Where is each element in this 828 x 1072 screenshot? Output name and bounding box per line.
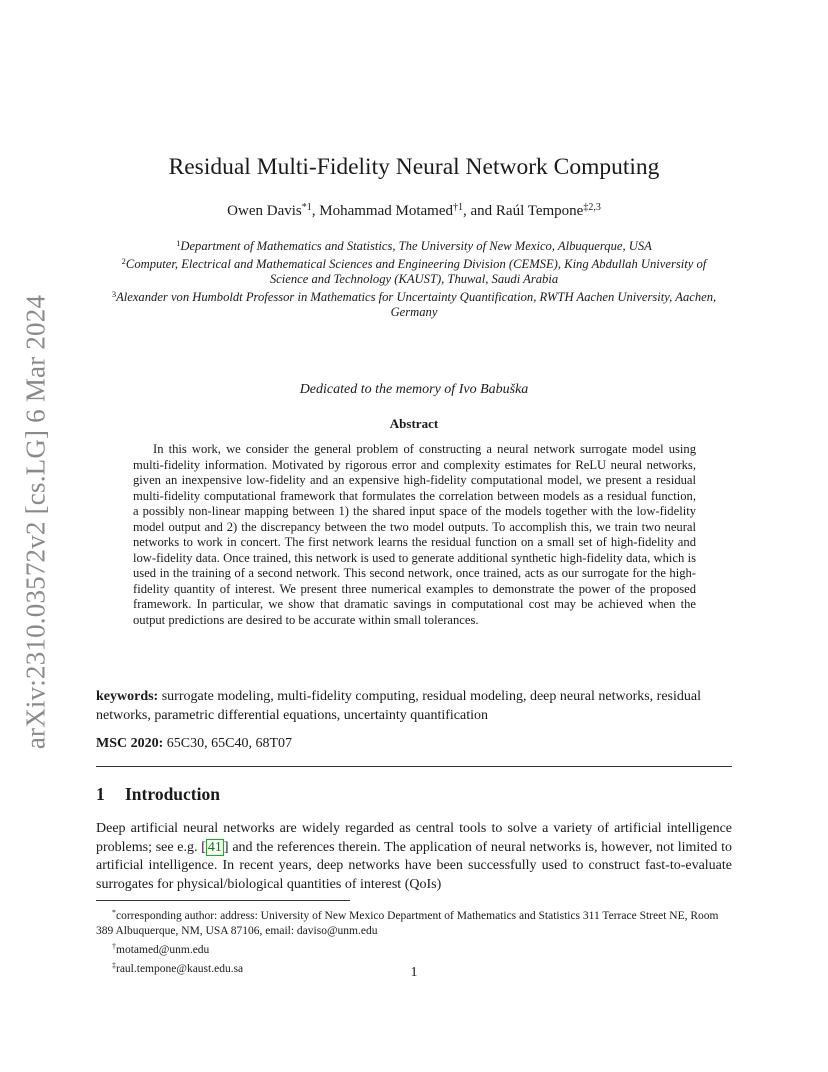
affiliation-text: Computer, Electrical and Mathematical Sciences and Engineering Division (CEMSE), King Abdullah University of Science and Technology (KAUST), Thuwal, Saudi Arabia [125,257,707,286]
msc-text: 65C30, 65C40, 68T07 [166,736,293,751]
footnote [96,939,732,958]
footnote-text: motamed@unm.edu [116,944,210,956]
arxiv-stamp: arXiv:2310.03572v2 [cs.LG] 6 Mar 2024 [20,294,51,750]
affiliation [110,287,718,320]
author-mark: ‡2,3 [583,202,601,213]
footnote-rule [96,900,350,901]
author-name: Mohammad Motamed [319,203,453,219]
section-heading [96,784,220,805]
affiliation [110,254,718,287]
footnote-mark: ‡ [112,961,116,970]
dedication: Dedicated to the memory of Ivo Babuška [299,382,529,397]
keywords-text: surrogate modeling, multi-fidelity computing, residual modeling, deep neural networks, residual networks, parametric differential equations, uncertainty quantification [96,689,701,723]
affiliations [110,236,718,320]
abstract-text: In this work, we consider the general problem of constructing a neural network surrogate model using multi-fidelity information. Motivated by rigorous error and complexity estimates for ReLU neural networks, given an inexpensive low-fidelity and an expensive high-fidelity computational model, we present a residual multi-fidelity computational framework that formulates the correlation between models as a residual function, a possibly non-linear mapping between 1) the shared input space of the models together with the low-fidelity model output and 2) the discrepancy between the two model outputs. To accomplish this, we train two neural networks to work in concert. The first network learns the residual function on a small set of high-fidelity and low-fidelity data. Once trained, this network is used to generate additional synthetic high-fidelity data, which is used in the training of a second network. This second network, once trained, acts as our surrogate for the high-fidelity quantity of interest. We present three numerical examples to demonstrate the power of the proposed framework. In particular, we show that dramatic savings in computational cost may be achieved when the output predictions are desired to be accurate within small tolerances. [133,442,696,627]
author-separator: , and [462,203,496,219]
affiliation [110,236,718,254]
author-separator: , [311,203,320,219]
footnote [96,905,732,939]
section-title: Introduction [125,784,220,804]
intro-paragraph: Deep artificial neural networks are widely regarded as central tools to solve a variety of artificial intelligence problems; see e.g. [ 41 ] and the references therein. The application of neural networks is, however, not limited to artificial intelligence. In recent years, deep networks have been successfully used to construct fast-to-evaluate surrogates for physical/biological quantities of interest (QoIs) [96,821,732,892]
intro-text: Deep artificial neural networks are widely regarded as central tools to solve a variety of artificial intelligence problems; see e.g. [96,821,732,855]
footnote-text: corresponding author: address: University of New Mexico Department of Mathematics and Statistics 311 Terrace Street NE, Room 389 Albuquerque, NM, USA 87106, email: daviso@unm.edu [96,910,719,937]
author-name: Raúl Tempone [495,203,584,219]
author-mark: *1 [301,202,312,213]
section-divider [96,766,732,767]
abstract-heading: Abstract [389,416,439,431]
paper-title: Residual Multi-Fidelity Neural Network Computing [168,154,660,180]
citation-link[interactable]: 41 [207,839,222,855]
author-name: Owen Davis [227,203,302,219]
page-number: 1 [410,965,418,980]
author-mark: †1 [452,202,463,213]
section-number: 1 [96,784,105,804]
footnote-text: raul.tempone@kaust.edu.sa [116,963,244,975]
msc-label: MSC 2020: [96,736,164,751]
keywords [96,687,732,725]
footnote-mark: * [112,908,116,917]
affiliation-text: Alexander von Humboldt Professor in Mathematics for Uncertainty Quantification, RWTH Aachen University, Aachen, Germany [116,290,717,319]
intro-text: and the references therein. The application of neural networks is, however, not limited to artificial intelligence. In recent years, deep networks have been successfully used to construct fast-to-evaluate surrogates for physical/biological quantities of interest (QoIs) [96,839,732,892]
affiliation-text: Department of Mathematics and Statistics, The University of New Mexico, Albuquerque, USA [180,239,652,253]
footnote-mark: † [112,942,116,951]
affiliation-mark: 1 [176,238,181,248]
affiliation-mark: 3 [111,289,117,299]
author-list [96,202,732,220]
msc-classification [96,736,732,752]
affiliation-mark: 2 [121,256,126,266]
keywords-label: keywords: [96,689,159,704]
